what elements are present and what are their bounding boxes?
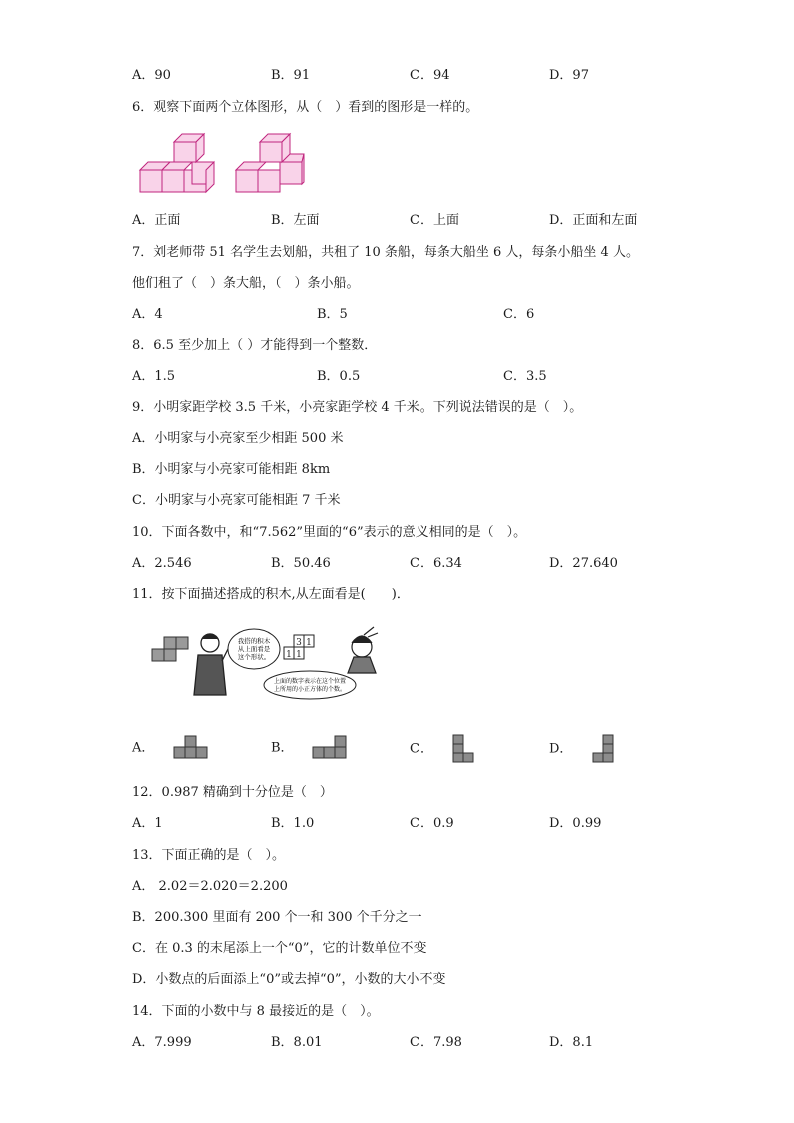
option-a-shape-icon: [173, 734, 209, 762]
numbered-grid: [284, 635, 314, 660]
q9-stem: 9．小明家距学校 3.5 千米，小亮家距学校 4 千米。下列说法错误的是（ ）。: [132, 400, 583, 415]
q11-illustration: [150, 625, 400, 705]
q7-option-a[interactable]: A．4: [132, 307, 163, 322]
q6-option-a[interactable]: A．正面: [132, 213, 181, 228]
q10-option-c[interactable]: C．6.34: [410, 556, 462, 571]
q10-option-a[interactable]: A．2.546: [132, 556, 192, 571]
q14-option-c[interactable]: C．7.98: [410, 1035, 462, 1050]
q11-option-d-label: D．: [549, 741, 573, 757]
q12-option-d[interactable]: D．0.99: [549, 816, 602, 831]
q13-option-c[interactable]: C．在 0.3 的末尾添上一个“0”，它的计数单位不变: [132, 941, 427, 956]
top-view-shape-icon: [152, 637, 188, 661]
q14-option-d[interactable]: D．8.1: [549, 1035, 594, 1050]
q5-option-c[interactable]: C．94: [410, 68, 450, 83]
q11-stem: 11．按下面描述搭成的积木,从左面看是( )．: [132, 587, 410, 602]
q11-option-b-label: B．: [271, 740, 294, 756]
q11-option-d[interactable]: [549, 734, 617, 764]
q5-option-a[interactable]: A．90: [132, 68, 171, 83]
bubble1-line3: 这个形状。: [237, 653, 271, 661]
speech-bubble-icon: [264, 671, 356, 699]
q7-stem-line1: 7．刘老师带 51 名学生去划船，共租了 10 条船，每条大船坐 6 人，每条小船坐 4 人。: [132, 245, 639, 260]
q11-option-b[interactable]: [271, 734, 348, 762]
q11-option-a[interactable]: [132, 734, 209, 762]
option-b-shape-icon: [312, 734, 348, 762]
q13-option-b[interactable]: B．200.300 里面有 200 个一和 300 个千分之一: [132, 910, 422, 925]
q14-option-a[interactable]: A．7.999: [132, 1035, 192, 1050]
q5-option-b[interactable]: B．91: [271, 68, 311, 83]
q11-option-c-label: C．: [410, 741, 433, 757]
q10-option-b[interactable]: B．50.46: [271, 556, 331, 571]
grid-number: 1: [286, 650, 292, 660]
q8-option-a[interactable]: A．1.5: [132, 369, 176, 384]
q13-option-a[interactable]: A． 2.02＝2.020＝2.200: [132, 879, 288, 894]
q12-option-c[interactable]: C．0.9: [410, 816, 454, 831]
bubble1-line2: 从上面看是: [237, 645, 271, 653]
q9-option-a[interactable]: A．小明家与小亮家至少相距 500 米: [132, 431, 344, 446]
q10-option-d[interactable]: D．27.640: [549, 556, 618, 571]
q9-option-c[interactable]: C．小明家与小亮家可能相距 7 千米: [132, 493, 341, 508]
q6-option-b[interactable]: B．左面: [271, 213, 320, 228]
q11-option-c[interactable]: [410, 734, 477, 764]
q8-option-c[interactable]: C．3.5: [503, 369, 547, 384]
bubble2-line1: 上面的数字表示在这个位置: [273, 678, 347, 685]
q7-option-b[interactable]: B．5: [317, 307, 348, 322]
q13-option-d[interactable]: D．小数点的后面添上“0”或去掉“0”，小数的大小不变: [132, 972, 446, 987]
q14-option-b[interactable]: B．8.01: [271, 1035, 323, 1050]
q6-stem: 6．观察下面两个立体图形，从（ ）看到的图形是一样的。: [132, 100, 479, 115]
q7-stem-line2: 他们租了（ ）条大船，（ ）条小船。: [132, 276, 360, 291]
option-d-shape-icon: [591, 734, 617, 764]
speech-bubble-icon: [228, 629, 280, 669]
q6-option-c[interactable]: C．上面: [410, 213, 459, 228]
q6-option-d[interactable]: D．正面和左面: [549, 213, 638, 228]
option-c-shape-icon: [451, 734, 477, 764]
q12-option-a[interactable]: A．1: [132, 816, 163, 831]
q5-option-d[interactable]: D．97: [549, 68, 589, 83]
q12-option-b[interactable]: B．1.0: [271, 816, 315, 831]
teacher-figure-icon: [194, 634, 230, 695]
bubble2-line2: 上所用的小正方体的个数。: [273, 686, 347, 693]
cube-figures-image: [138, 132, 308, 196]
bubble1-line1: 我搭的积木: [237, 637, 271, 645]
q13-stem: 13．下面正确的是（ ）。: [132, 848, 286, 863]
grid-number: 1: [306, 638, 312, 648]
q11-option-a-label: A．: [132, 740, 155, 756]
grid-number: 1: [296, 650, 302, 660]
q8-stem: 8．6.5 至少加上（ ）才能得到一个整数．: [132, 338, 378, 353]
q12-stem: 12．0.987 精确到十分位是（ ）: [132, 785, 333, 800]
q10-stem: 10．下面各数中，和“7.562”里面的“6”表示的意义相同的是（ ）。: [132, 525, 527, 540]
q14-stem: 14．下面的小数中与 8 最接近的是（ ）。: [132, 1004, 380, 1019]
q9-option-b[interactable]: B．小明家与小亮家可能相距 8km: [132, 462, 331, 477]
q8-option-b[interactable]: B．0.5: [317, 369, 361, 384]
q7-option-c[interactable]: C．6: [503, 307, 535, 322]
grid-number: 3: [296, 638, 302, 648]
student-figure-icon: [348, 627, 378, 673]
